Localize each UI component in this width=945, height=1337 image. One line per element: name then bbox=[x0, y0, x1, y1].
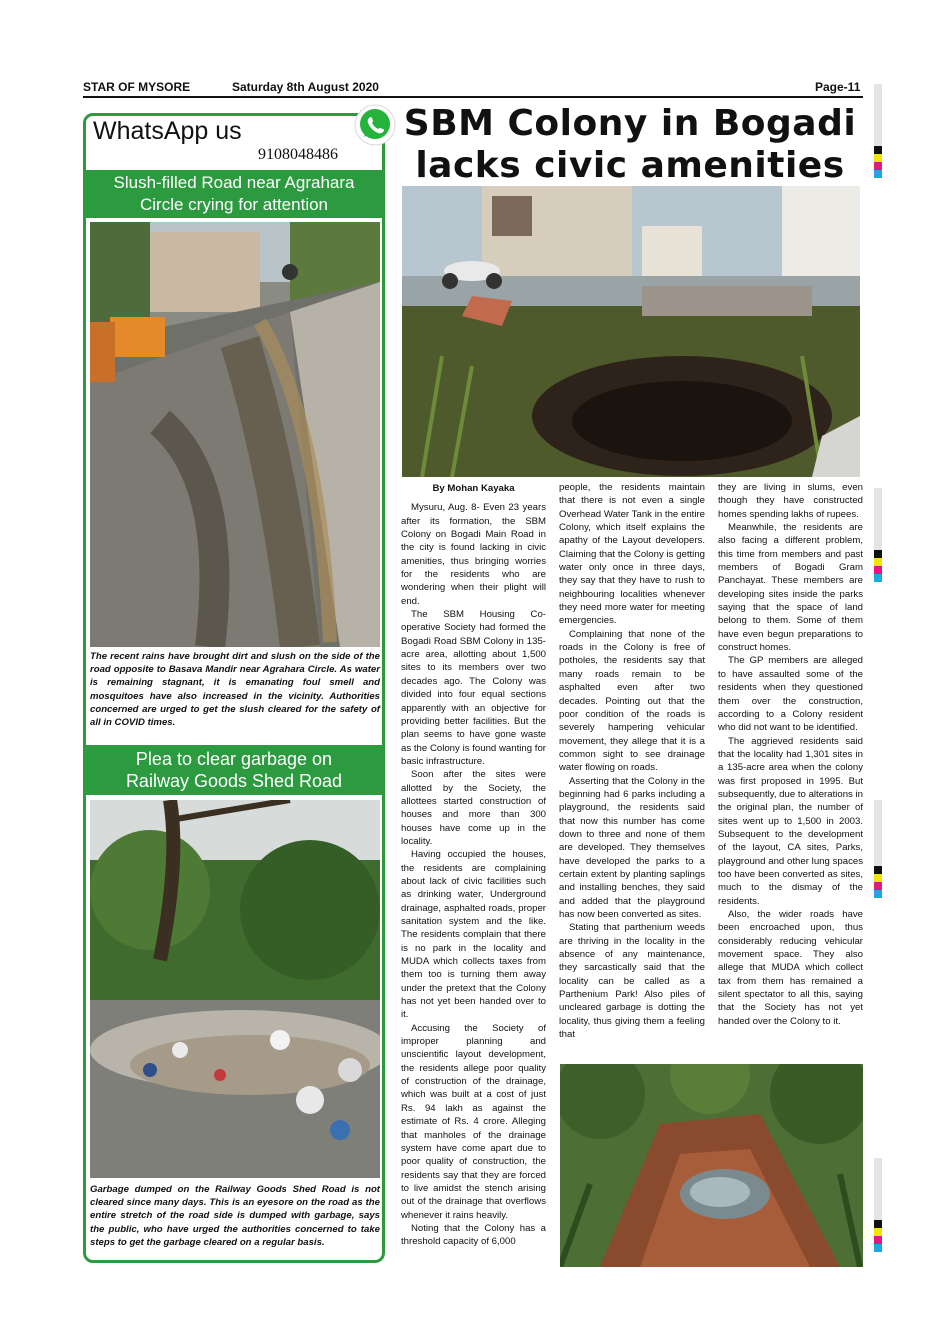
issue-date: Saturday 8th August 2020 bbox=[232, 80, 379, 94]
col2-para: Asserting that the Colony in the beginning had 6 parks including a playground, the residents said that now this number has come down to three and none of them are developed. They themselves have developed the parks to a certain extent by planting saplings and installing benches, they said and added that the playground has now been converted as sites. bbox=[559, 775, 705, 920]
story1-heading-line1: Slush-filled Road near Agrahara bbox=[113, 173, 355, 192]
col1-para: Having occupied the houses, the residents are complaining about lack of civic facilities such as drinking water, Underground drainage, asphalted roads, proper sanitation system and the like. The residents complain that there is no park in the locality and MUDA which collects taxes from them too is turning them away under the pretext that the Colony has not yet been handed over to it. bbox=[401, 849, 546, 1021]
article-column-1 bbox=[401, 482, 546, 1249]
whatsapp-icon bbox=[354, 104, 396, 151]
headline-line1: SBM Colony in Bogadi bbox=[403, 103, 857, 144]
article-byline: By Mohan Kayaka bbox=[432, 483, 515, 494]
whatsapp-label: WhatsApp us bbox=[93, 117, 242, 145]
story1-caption: The recent rains have brought dirt and slush on the side of the road opposite to Basava Mandir near Agrahara Circle. As water is remaining stagnant, it is emanating foul smell and mosquitoes have also increased in the vicinity. Authorities concerned are urged to get the slush cleared for the safety of all in COVID times. bbox=[90, 651, 380, 729]
dug-pit-photo bbox=[560, 1064, 863, 1267]
article-column-2 bbox=[559, 481, 705, 1041]
story2-heading bbox=[86, 745, 382, 795]
garbage-road-photo bbox=[90, 800, 380, 1178]
col2-para: people, the residents maintain that there is not even a single Overhead Water Tank in the entire Colony, which itself explains the apathy of the Layout developers. Claiming that the Colony is getting water only once in three days, they say that they have to rush to neighbouring localities whenever they need more water for meeting emergencies. bbox=[559, 482, 705, 627]
story1-heading-line2: Circle crying for attention bbox=[139, 195, 329, 214]
story2-heading-line1: Plea to clear garbage on bbox=[135, 749, 333, 769]
masthead-paper-name: STAR OF MYSORE bbox=[83, 80, 191, 94]
header-rule bbox=[83, 96, 863, 98]
col2-para: Stating that parthenium weeds are thriving in the locality in the absence of any maintenance, they sarcastically said that the locality can be called as a Parthenium Park! Also piles of uncleared garbage is dotting the locality, thus giving them a feeling that bbox=[559, 922, 705, 1041]
registration-marks-3 bbox=[874, 800, 882, 898]
col3-para: they are living in slums, even though they have constructed homes spending lakhs of rupees. bbox=[718, 482, 863, 520]
col1-para: Soon after the sites were allotted by the Society, the allottees started construction of houses and more than 300 houses have come up in the locality. bbox=[401, 769, 546, 847]
col1-para: Accusing the Society of improper planning and unscientific layout development, the residents allege poor quality of construction of the drainage, which was built at a cost of just Rs. 94 lakh as against the estimate of Rs. 4 crore. Alleging that manholes of the drainage system have come apart due to poor quality of construction, the residents say that they are forced to live amidst the stench arising out of the drainage that overflows whenever it rains heavily. bbox=[401, 1022, 546, 1221]
article-headline bbox=[395, 103, 865, 187]
registration-marks-1 bbox=[874, 84, 882, 178]
col3-para: Meanwhile, the residents are also facing a different problem, this time from members and past members of Bogadi Gram Panchayat. These members are developing sites inside the parks saying that the space of land belong to them. Some of them have even begun preparations to construct homes. bbox=[718, 522, 863, 654]
col1-para: Mysuru, Aug. 8- Even 23 years after its formation, the SBM Colony on Bogadi Main Road in the city is found lacking in civic amenities, thus bringing worries for the residents who are wondering when their plight will end. bbox=[401, 502, 546, 607]
registration-marks-4 bbox=[874, 1158, 882, 1252]
col1-para: The SBM Housing Co-operative Society had formed the Bogadi Road SBM Colony in 135-acre area, allotting about 1,500 sites to its members over two decades ago. The Colony was divided into four equal sections apparently with an objective for providing better facilities. But the plan seems to have gone waste as the Colony is found wanting for basic infrastructure. bbox=[401, 609, 546, 767]
story1-heading bbox=[86, 170, 382, 218]
story2-heading-line2: Railway Goods Shed Road bbox=[125, 771, 343, 791]
col3-para: Also, the wider roads have been encroached upon, thus considerably reducing vehicular movement space. They also allege that MUDA which collect tax from them has remained a silent spectator to all this, saying that the Society has not yet handed over the Colony to it. bbox=[718, 909, 863, 1027]
col1-para: Noting that the Colony has a threshold capacity of 6,000 bbox=[401, 1222, 546, 1248]
story2-caption: Garbage dumped on the Railway Goods Shed Road is not cleared since many days. This is an eyesore on the road as the entire stretch of the road side is dumped with garbage, says the public, who have urged the authorities concerned to take steps to get the garbage cleared on a regular basis. bbox=[90, 1184, 380, 1248]
page-number: Page-11 bbox=[815, 80, 861, 94]
whatsapp-number: 9108048486 bbox=[258, 146, 338, 163]
col3-para: The aggrieved residents said that the locality had 1,301 sites in a 135-acre area when the colony was first proposed in 1995. But subsequently, due to alterations in the original plan, the number of sites went up to 1,500 in 2003. Subsequent to the development of the layout, CA sites, Parks, playground and other lung spaces too have been converted as sites, much to the dismay of the residents. bbox=[718, 735, 863, 907]
col3-para: The GP members are alleged to have assaulted some of the residents when they questioned them over the construction, according to a Colony resident who did not want to be identified. bbox=[718, 655, 863, 734]
col2-para: Complaining that none of the roads in the Colony is free of potholes, the residents say that many roads remain to be asphalted even after two decades. Pointing out that the poor condition of the roads is severely hampering vehicular movement, they allege that it is a common sight to see drainage water flowing on roads. bbox=[559, 628, 705, 774]
pothole-photo bbox=[402, 186, 860, 477]
headline-line2: lacks civic amenities bbox=[415, 145, 845, 186]
article-column-3 bbox=[718, 481, 863, 1028]
registration-marks-2 bbox=[874, 488, 882, 582]
slush-road-photo bbox=[90, 222, 380, 647]
